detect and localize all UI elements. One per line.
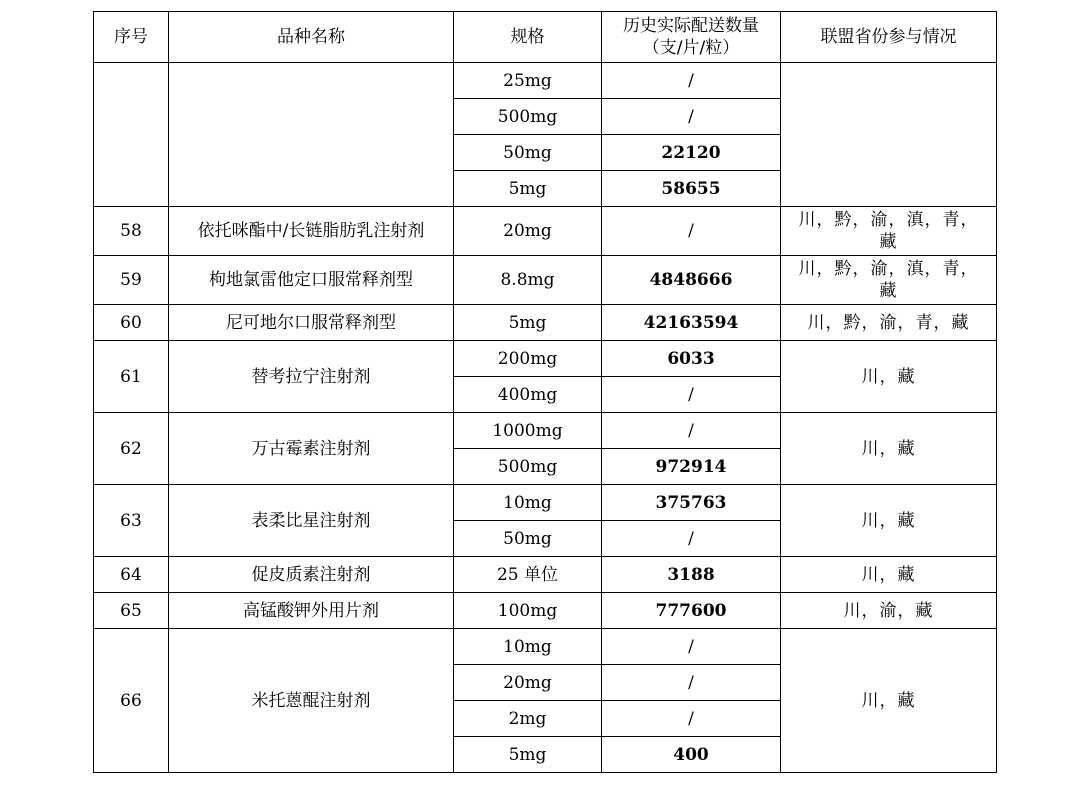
seq-cell [94,63,169,207]
spec-cell: 25mg [454,63,602,99]
spec-cell: 50mg [454,521,602,557]
provinces-line2: 藏 [879,281,898,301]
qty-cell: 4848666 [602,256,781,305]
spec-cell: 5mg [454,171,602,207]
spec-cell: 50mg [454,135,602,171]
spec-cell: 500mg [454,99,602,135]
provinces-cell [781,256,997,305]
table-row [94,593,997,629]
name-cell: 替考拉宁注射剂 [169,341,454,413]
qty-cell: 22120 [602,135,781,171]
seq-cell: 62 [94,413,169,485]
seq-cell: 66 [94,629,169,773]
provinces-cell: 川，藏 [781,341,997,413]
table-row [94,63,997,99]
provinces-cell: 川，藏 [781,557,997,593]
spec-cell: 5mg [454,737,602,773]
provinces-line1: 川，黔，渝，滇，青， [798,210,979,230]
qty-cell: / [602,701,781,737]
table-row [94,413,997,449]
qty-cell: 777600 [602,593,781,629]
qty-cell: / [602,413,781,449]
spec-cell: 500mg [454,449,602,485]
seq-cell: 61 [94,341,169,413]
spec-cell: 200mg [454,341,602,377]
qty-cell: / [602,207,781,256]
qty-cell: 400 [602,737,781,773]
seq-cell: 58 [94,207,169,256]
table-row [94,341,997,377]
spec-cell: 2mg [454,701,602,737]
name-cell [169,63,454,207]
spec-cell: 10mg [454,629,602,665]
qty-cell: / [602,63,781,99]
spec-cell: 5mg [454,305,602,341]
header-spec: 规格 [454,12,602,63]
table-row [94,305,997,341]
qty-cell: / [602,629,781,665]
name-cell: 促皮质素注射剂 [169,557,454,593]
provinces-cell: 川，藏 [781,629,997,773]
provinces-line2: 藏 [879,232,898,252]
qty-cell: / [602,521,781,557]
qty-cell: 972914 [602,449,781,485]
name-cell: 高锰酸钾外用片剂 [169,593,454,629]
seq-cell: 63 [94,485,169,557]
spec-cell: 8.8mg [454,256,602,305]
spec-cell: 20mg [454,207,602,256]
header-qty-line2: （支/片/粒） [642,38,740,58]
qty-cell: 42163594 [602,305,781,341]
header-provinces: 联盟省份参与情况 [781,12,997,63]
qty-cell: / [602,377,781,413]
seq-cell: 64 [94,557,169,593]
provinces-cell: 川，渝，藏 [781,593,997,629]
name-cell: 万古霉素注射剂 [169,413,454,485]
table-row [94,557,997,593]
name-cell: 依托咪酯中/长链脂肪乳注射剂 [169,207,454,256]
header-name: 品种名称 [169,12,454,63]
table-row [94,207,997,256]
provinces-cell [781,63,997,207]
seq-cell: 59 [94,256,169,305]
table-row [94,485,997,521]
name-cell: 表柔比星注射剂 [169,485,454,557]
qty-cell: / [602,665,781,701]
qty-cell: 3188 [602,557,781,593]
qty-cell: 6033 [602,341,781,377]
qty-cell: 375763 [602,485,781,521]
provinces-cell: 川，藏 [781,485,997,557]
seq-cell: 60 [94,305,169,341]
provinces-line1: 川，黔，渝，滇，青， [798,259,979,279]
table-row [94,629,997,665]
drug-table [93,11,997,773]
name-cell: 尼可地尔口服常释剂型 [169,305,454,341]
spec-cell: 100mg [454,593,602,629]
seq-cell: 65 [94,593,169,629]
header-qty [602,12,781,63]
provinces-cell: 川，黔，渝，青，藏 [781,305,997,341]
header-qty-line1: 历史实际配送数量 [623,16,759,36]
header-seq: 序号 [94,12,169,63]
qty-cell: / [602,99,781,135]
spec-cell: 10mg [454,485,602,521]
provinces-cell: 川，藏 [781,413,997,485]
spec-cell: 25 单位 [454,557,602,593]
qty-cell: 58655 [602,171,781,207]
table-row [94,256,997,305]
provinces-cell [781,207,997,256]
name-cell: 米托蒽醌注射剂 [169,629,454,773]
header-row [94,12,997,63]
name-cell: 枸地氯雷他定口服常释剂型 [169,256,454,305]
spec-cell: 20mg [454,665,602,701]
spec-cell: 400mg [454,377,602,413]
spec-cell: 1000mg [454,413,602,449]
